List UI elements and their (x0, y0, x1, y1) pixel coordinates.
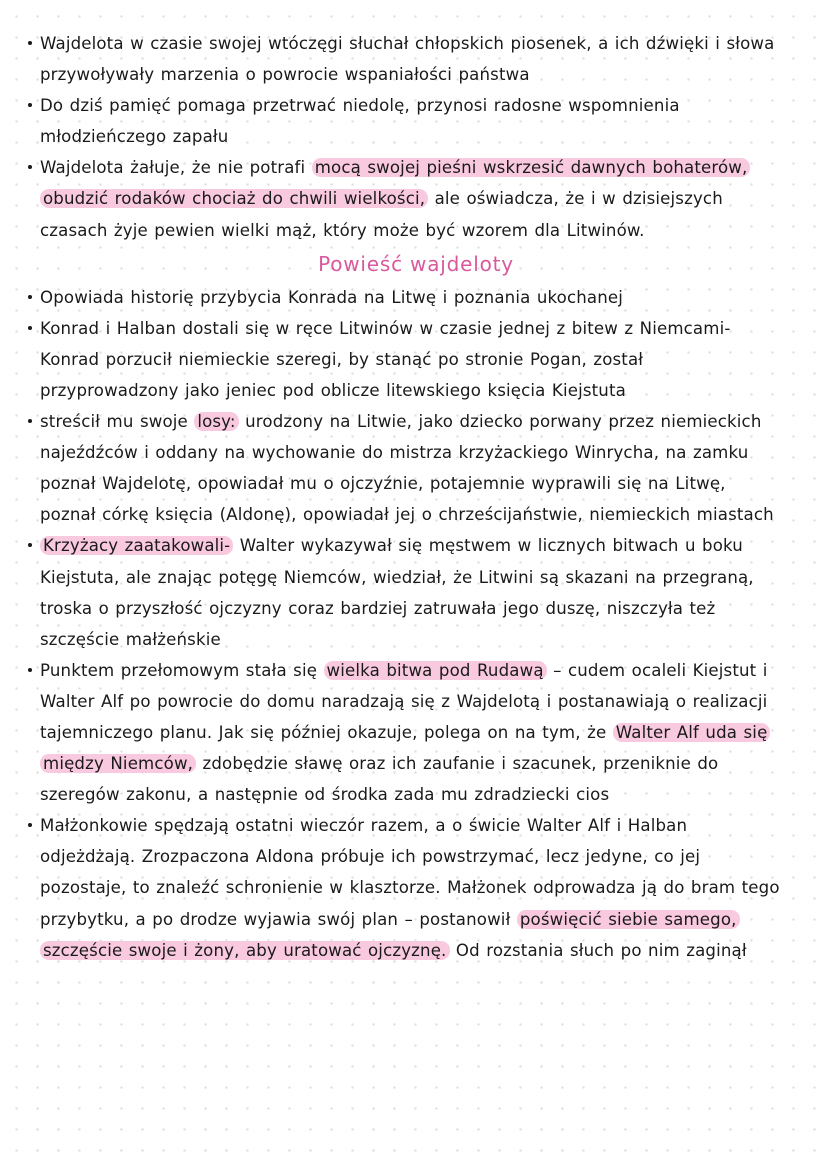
section-heading: Powieść wajdeloty (318, 251, 514, 276)
bullet-item (30, 810, 784, 965)
note-text: Walter wykazywał się męstwem w licznych bitwach u boku Kiejstuta, ale znając potęgę Niemców, wiedział, że Litwini są skazani na przegraną, troska o przyszłość ojczyzny coraz bardziej zatruwała jego duszę, niszczyła też szczęście małżeńskie (40, 536, 754, 649)
note-text: Wajdelota w czasie swojej wtóczęgi słuchał chłopskich piosenek, a ich dźwięki i słowa przywoływały marzenia o powrocie wspaniałości państwa (40, 34, 775, 85)
story-section (30, 282, 784, 966)
highlighted-text: Krzyżacy zaatakowali- (40, 536, 233, 555)
bullet-item (30, 530, 784, 654)
note-text: Małżonkowie spędzają ostatni wieczór razem, a o świcie Walter Alf i Halban odjeżdżają. Zrozpaczona Aldona próbuje ich powstrzymać, lecz jedyne, co jej pozostaje, to znaleźć schronienie w klasztorze. Małżonek odprowadza ją do bram tego przybytku, a po drodze wyjawia swój plan – postanowił (40, 816, 780, 929)
highlighted-text: Walter Alf uda się między Niemców, (40, 723, 770, 773)
note-text: ale oświadcza, że i w dzisiejszych czasach żyje pewien wielki mąż, który może być wzorem dla Litwinów. (40, 189, 723, 240)
bullet-item (30, 90, 784, 152)
bullet-item (30, 28, 784, 90)
bullet-item (30, 313, 784, 406)
intro-section (30, 28, 784, 246)
note-text: Wajdelota żałuje, że nie potrafi (40, 158, 312, 178)
bullet-item (30, 152, 784, 245)
note-text: urodzony na Litwie, jako dziecko porwany przez niemieckich najeźdźców i oddany na wychowanie do mistrza krzyżackiego Winrycha, na zamku poznał Wajdelotę, opowiadał mu o ojczyźnie, potajemnie wyprawili się na Litwę, poznał córkę księcia (Aldonę), opowiadał jej o chrześcijaństwie, niemieckich miastach (40, 412, 774, 525)
highlighted-text: wielka bitwa pod Rudawą (324, 661, 547, 680)
note-text: Punktem przełomowym stała się (40, 660, 324, 680)
note-text: Do dziś pamięć pomaga przetrwać niedolę, przynosi radosne wspomnienia młodzieńczego zapału (40, 96, 680, 147)
highlighted-text: poświęcić siebie samego, szczęście swoje i żony, aby uratować ojczyznę. (40, 910, 740, 960)
note-text: Konrad i Halban dostali się w ręce Litwinów w czasie jednej z bitew z Niemcami- Konrad porzucił niemieckie szeregi, by stanąć po stronie Pogan, został przyprowadzony jako jeniec pod oblicze litewskiego księcia Kiejstuta (40, 318, 731, 400)
note-text: Od rozstania słuch po nim zaginął (449, 940, 747, 960)
note-text: – cudem ocaleli Kiejstut i Walter Alf po powrocie do domu naradzają się z Wajdelotą i postanawiają o realizacji tajemniczego planu. Jak się później okazuje, polega on na tym, że (40, 660, 768, 742)
highlighted-text: losy: (194, 412, 238, 431)
intro-bullet-list (30, 28, 784, 246)
note-text: streścił mu swoje (40, 412, 195, 432)
highlighted-text: mocą swojej pieśni wskrzesić dawnych bohaterów, obudzić rodaków chociaż do chwili wielkości, (40, 158, 750, 208)
bullet-item (30, 406, 784, 530)
note-text: zdobędzie sławę oraz ich zaufanie i szacunek, przeniknie do szeregów zakonu, a następnie od środka zada mu zdradziecki cios (40, 754, 719, 805)
note-text: Opowiada historię przybycia Konrada na Litwę i poznania ukochanej (40, 287, 624, 307)
bullet-item (30, 655, 784, 810)
bullet-item (30, 282, 784, 313)
story-bullet-list (30, 282, 784, 966)
